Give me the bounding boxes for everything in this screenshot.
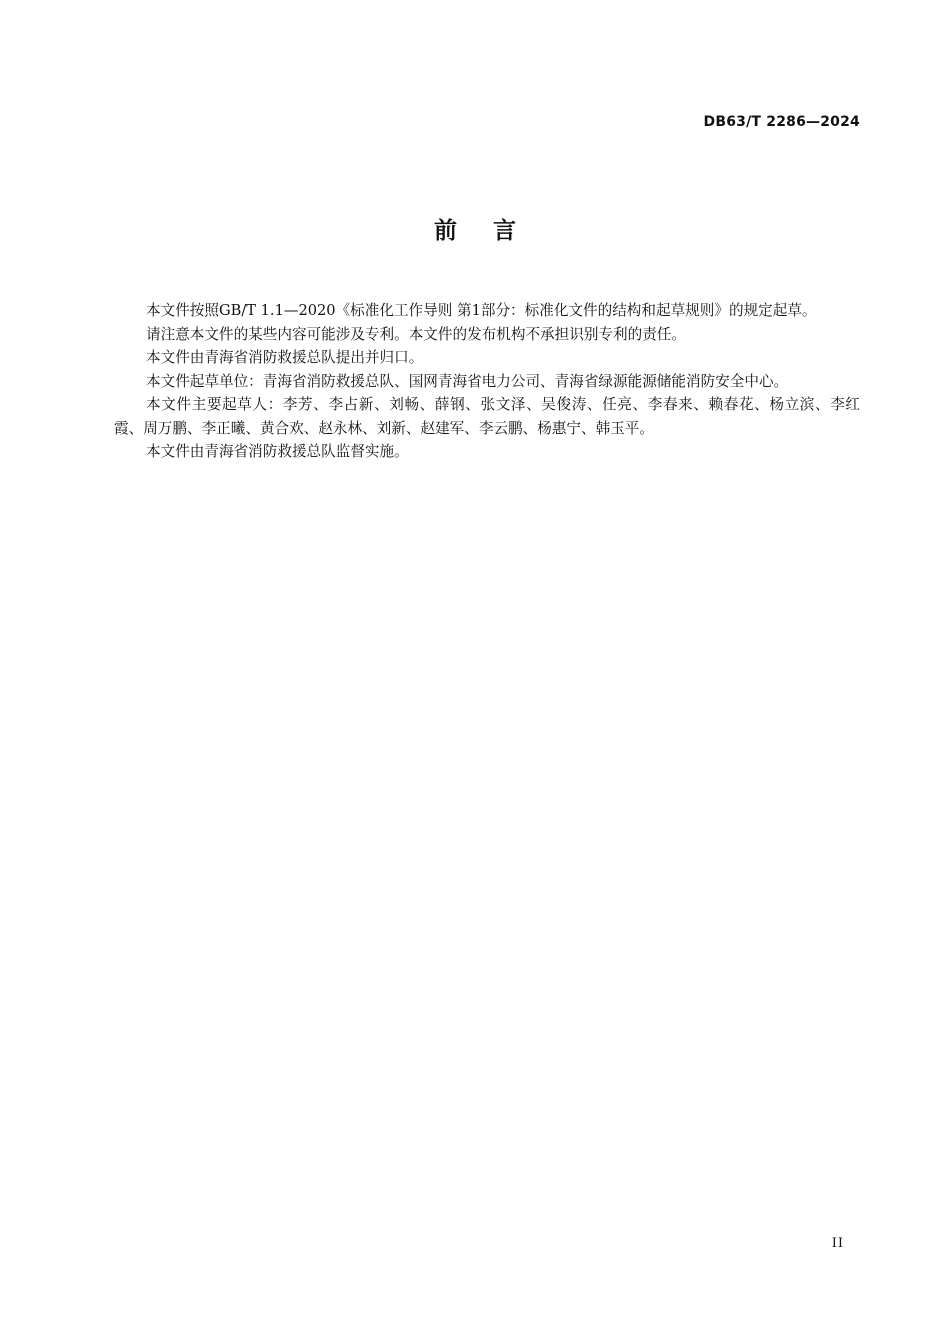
foreword-title: 前 言	[433, 218, 530, 244]
paragraph-supervision: 本文件由青海省消防救援总队监督实施。	[146, 443, 409, 460]
foreword-body	[114, 299, 860, 464]
document-code: DB63/T 2286—2024	[703, 114, 860, 130]
paragraph-drafters: 本文件主要起草人：李芳、李占新、刘畅、薛钢、张文泽、吴俊涛、任亮、李春来、赖春花、杨立滨、李红霞、周万鹏、李正曦、黄合欢、赵永林、刘新、赵建军、李云鹏、杨惠宁、韩玉平。	[114, 396, 860, 437]
paragraph-drafting-rules: 本文件按照GB/T 1.1—2020《标准化工作导则 第1部分：标准化文件的结构和起草规则》的规定起草。	[146, 302, 817, 319]
paragraph-drafting-units: 本文件起草单位：青海省消防救援总队、国网青海省电力公司、青海省绿源能源储能消防安全中心。	[146, 372, 789, 390]
paragraph-proposer: 本文件由青海省消防救援总队提出并归口。	[146, 349, 424, 366]
paragraph-patent-notice: 请注意本文件的某些内容可能涉及专利。本文件的发布机构不承担识别专利的责任。	[146, 325, 686, 343]
page-number: II	[831, 1236, 844, 1251]
